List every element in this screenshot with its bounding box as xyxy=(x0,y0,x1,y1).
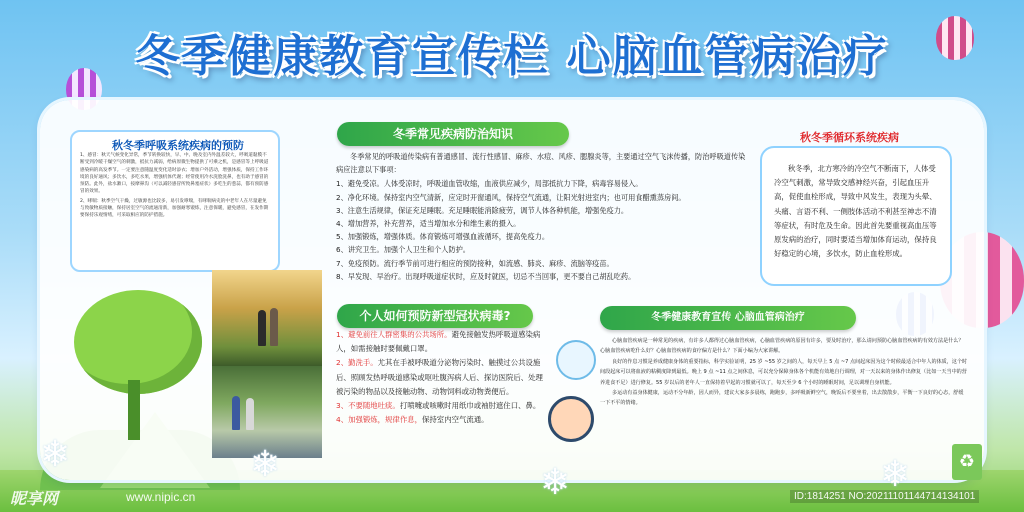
watermark-url: www.nipic.cn xyxy=(126,490,196,504)
right-card-title: 秋冬季循环系统疾病 xyxy=(800,131,899,144)
item-text: 避免接触发热呼吸道感染病人，如需接触时要佩戴口罩。 xyxy=(336,330,541,354)
highlight-text: 3、不要随地吐痰。 xyxy=(336,401,400,411)
tree-illustration xyxy=(74,290,202,394)
cardio-text xyxy=(600,336,968,409)
highlight-text: 4、加强锻炼，规律作息， xyxy=(336,415,423,425)
paragraph: 多运动有益身体健康，运动不分年龄，因人而异，建议大家多多晨练，跑跑步，多呼吸新鲜空气，晚饭后不要坐着，出去散散步，平衡一下良好的心态，舒缓一下不平的情绪。 xyxy=(600,390,964,407)
snowflake-icon: ❄ xyxy=(880,454,911,495)
list-item: 8、早发现、早治疗。出现呼吸道症状时，应及时就医，切忌不当回事，更不要自己胡乱吃药。 xyxy=(336,271,636,281)
right-card xyxy=(760,146,952,286)
paragraph: 良好的作息习惯是养成健康身体的重要指标，科学实验证明，25 岁 ~55 岁之间的人，每天早上 5 点 ~7 点间起床因为这个时候最适合中年人的体质，这个时间段起床可以将血液的粘稠度降到最低。晚上 9 点 ~11 点之间休息，可以充分保障身体各个机能有效地自行调理，对一天以来的身体作出修复（比如一天当中的营养进食不足）进行修复。55 岁以后的老年人一直保持着早起的习惯就可以了，每天至少 6 个小时的睡眠时间，足以调理自身机能。 xyxy=(600,358,968,386)
recycle-bin-icon: ♻ xyxy=(952,444,982,480)
tree-trunk xyxy=(128,380,140,440)
watermark-id: ID:1814251 NO:20211101144714134101 xyxy=(790,490,979,503)
item-text: 打喷嚏或咳嗽时用纸巾或袖肘遮住口、鼻。 xyxy=(399,401,541,411)
left-card-title: 秋冬季呼吸系统疾病的预防 xyxy=(112,139,244,152)
list-item: 1、避免受凉。人体受凉时，呼吸道血管收缩，血液供应减少，局部抵抗力下降，病毒容易侵入。 xyxy=(336,179,643,189)
highlight-text: 2、勤洗手。 xyxy=(336,358,378,368)
covid-prevention-list xyxy=(336,328,546,427)
heading-cardio-education: 冬季健康教育宣传 心脑血管病治疗 xyxy=(600,306,856,330)
list-item xyxy=(336,413,546,427)
left-card-paragraph: 2、哮喘：秋季空气干燥，过敏源也比较多，易引发哮喘，有哮喘病史的中老年人在尽量避免与致敏物质接触，保持居室空气的流通清新，加强耐寒锻炼，注意保暖，避免感冒，在发作期要保持乐观情绪，可采取相应的防护措施。 xyxy=(80,198,269,219)
list-item: 2、净化环境。保持室内空气清新，应定时开窗通风，保持空气流通，让阳光射进室内；也可用食醋熏蒸房间。 xyxy=(336,192,686,202)
winter-disease-list xyxy=(336,150,752,283)
highlight-text: 1、避免前往人群密集的公共场所。 xyxy=(336,330,452,339)
list-item: 4、增加营养，补充营养，适当增加水分和维生素的摄入。 xyxy=(336,219,521,229)
left-card-body xyxy=(80,152,270,220)
item-text: 尤其在手被呼吸道分泌物污染时、触摸过公共设施后、照顾发热呼吸道感染或呕吐腹泻病人后、探访医院后、处理被污染的物品以及接触动物、动物饲料或动物粪便后。 xyxy=(336,358,543,396)
photo-elderly-walking xyxy=(212,270,322,366)
list-item xyxy=(336,356,546,399)
watermark-logo: 昵享网 xyxy=(10,489,59,508)
list-item: 3、注意生活规律，保证充足睡眠。充足睡眠能消除疲劳，调节人体各种机能，增强免疫力。 xyxy=(336,205,629,215)
list-item: 5、加强锻炼，增强体质。体育锻炼可增强血液循环，提高免疫力。 xyxy=(336,232,550,242)
winter-disease-intro: 冬季常见的呼吸道传染病有普通感冒、流行性感冒、麻疹、水痘、风疹、腮腺炎等，主要通过空气飞沫传播，防治呼吸道传染病应注意以下事项： xyxy=(336,152,746,175)
heading-winter-diseases: 冬季常见疾病防治知识 xyxy=(337,122,569,146)
virus-icon xyxy=(556,340,596,380)
left-card-paragraph: 1、感冒：秋天气候变化异常，季节转换较快，早、中、晚及室内外温差较大，呼吸道黏膜不断受到冷暖干燥空气的刺激，抵抗力减弱，给病原微生物提供了可乘之机，是感冒等上呼吸道感染病的高发季节。一定要注意随温度变化适时添衣；增加户外活动，增强体质，保持工作环境的良好通风；多饮水，多吃水果，增强机体代谢；经常使用冷水洗脸洗鼻，也有助于感冒的预防。此外，盐水漱口，按摩鼻沟（可以减轻感冒所致鼻塞症状）多吃生的葱蒜，都有预防感冒的效果。 xyxy=(80,153,269,195)
heading-covid-prevention: 个人如何预防新型冠状病毒? xyxy=(337,304,533,328)
masked-child-icon xyxy=(548,396,594,442)
snowflake-icon: ❄ xyxy=(40,434,71,475)
list-item: 7、免疫预防。流行季节前可进行相应的预防接种，如流感、肺炎、麻疹、流脑等疫苗。 xyxy=(336,258,614,268)
snowflake-icon: ❄ xyxy=(540,462,571,503)
right-card-text: 秋冬季，北方寒冷的冷空气不断南下，人体受冷空气刺激，常导致交感神经兴奋，引起血压升高，促使血栓形成，导致中风发生，表现为头晕、头痛、言语不利、一侧肢体活动不利甚至神志不清等症状，有时危及生命。因此首先要重视高血压等原发病的治疗，同时要适当增加体育运动，保持良好稳定的心境，多饮水，防止血栓形成。 xyxy=(774,164,937,259)
list-item xyxy=(336,328,546,356)
list-item: 6、讲究卫生。加强个人卫生和个人防护。 xyxy=(336,245,470,255)
snowflake-icon: ❄ xyxy=(250,444,281,485)
list-item xyxy=(336,399,546,413)
paragraph: 心脑血管疾病是一种常见的疾病，有许多人都得过心脑血管疾病，心脑血管疾病的原因有许多，要及时治疗，那么请问预防心脑血管疾病的有效方法是什么？心脑血管疾病吃什么好？心脑血管疾病的食疗偏方是什么？下面小编为大家讲解。 xyxy=(600,338,964,355)
page-title: 冬季健康教育宣传栏 心脑血管病治疗 xyxy=(135,31,889,82)
item-text: 保持室内空气流通。 xyxy=(422,415,489,425)
